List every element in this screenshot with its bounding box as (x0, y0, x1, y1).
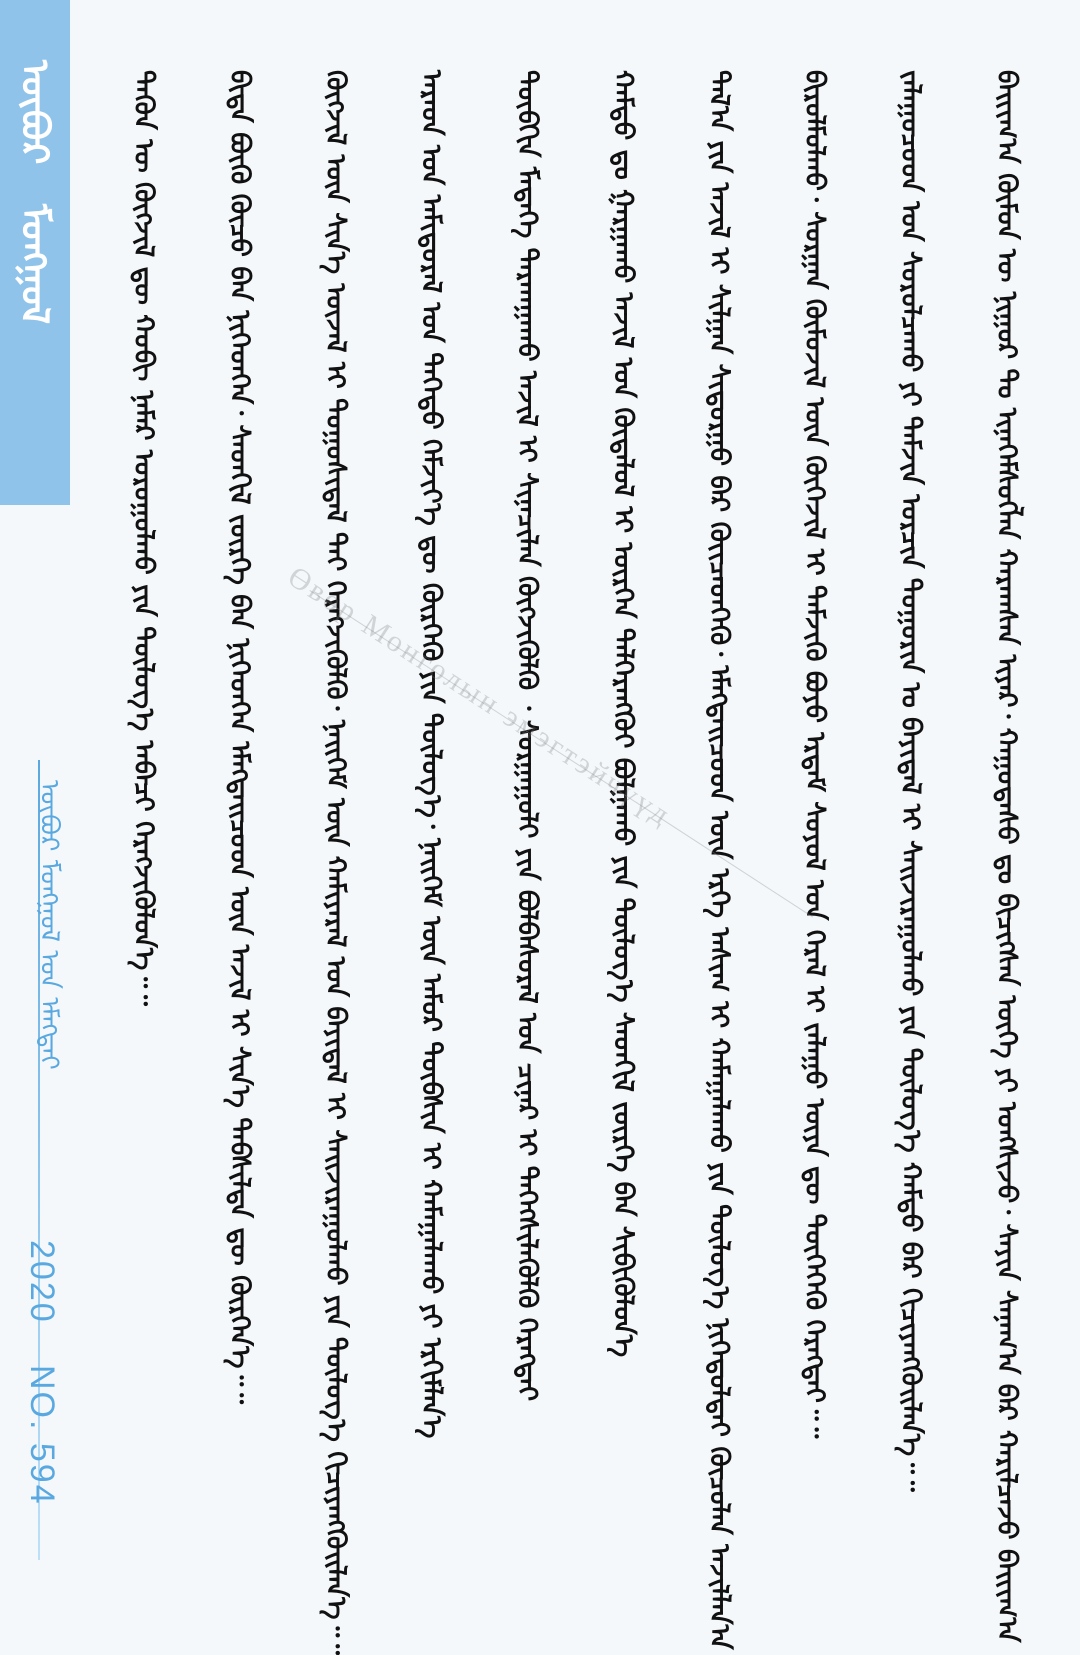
magazine-name: ᠥᠪᠥᠷ ᠮᠣᠩᠭᠣᠯ ᠤᠨ ᠡᠮᠡᠭᠳᠡᠢ (34, 780, 64, 1070)
text-column: ᠲᠠᠯ᠎ᠠ ᠶᠢᠨ ᠠᠵᠢᠯ ᠢ ᠰᠢᠯᠭᠠᠨ ᠰᠢᠳᠤᠷᠭᠤ ᠪᠡᠷ ᠭᠦᠢᠴᠡᠳᠬᠡᠬᠦ᠂ ᠡᠮᠡᠭᠲᠡᠢᠴᠦᠳ ᠦᠨ ᠡᠷᠬᠡ ᠠᠰᠢᠭ ᠢ ᠬᠠᠮᠠᠭᠠᠯᠠᠬᠤ ᠶᠢᠨ ᠲᠥᠯᠥᠭ᠎ᠡ ᠨᠢᠭᠡᠳᠦᠯᠲᠡᠢ ᠬᠦᠴᠦᠯᠡᠨ ᠠᠵᠢᠯᠯᠠᠨ᠎ᠠ (703, 70, 735, 1650)
text-column: ᠬᠥᠭᠵᠢᠯ ᠦᠨ ᠰᠢᠨ᠎ᠡ ᠦᠵᠡᠯ ᠢ ᠲᠤᠭᠤᠰᠢᠳᠠᠯ ᠲᠠᠢ ᠬᠡᠷᠡᠭᠵᠢᠭᠦᠯᠬᠦ᠂ ᠨᠡᠢᠭᠡᠮ ᠦᠨ ᠬᠠᠮᠢᠶᠠᠷᠠᠯ ᠤᠨ ᠪᠠᠶᠢᠳᠠᠯ ᠢ ᠰᠠᠢᠵᠢᠷᠠᠭᠤᠯᠬᠤ ᠶᠢᠨ ᠲᠥᠯᠥᠭ᠎ᠡ ᠬᠢᠴᠢᠶᠡᠩᠭᠦᠢᠯᠡᠨ᠎ᠡ᠃᠃ (319, 70, 351, 1655)
text-column: ᠬᠠᠮᠲᠤ ᠳᠤ ᠭᠠᠷᠭᠠᠬᠤ ᠠᠵᠢᠯ ᠤᠨ ᠬᠦᠳᠡᠯᠦᠯ ᠢ ᠥᠷᠭᠡᠨ ᠳᠡᠯᠭᠡᠷᠡᠩᠭᠦᠢ ᠪᠣᠯᠭᠠᠬᠤ ᠶᠢᠨ ᠲᠥᠯᠥᠭ᠎ᠡ ᠰᠡᠳᠭᠢᠯ ᠵᠦᠷᠬᠡ ᠪᠡᠨ ᠰᠢᠪᠢᠭᠦᠯᠦᠨ᠎ᠡ (607, 70, 639, 1358)
text-column: ᠪᠢᠷᠤᠯᠮᠤᠯᠬᠤ᠂ ᠰᠤᠷᠭᠠᠨ ᠬᠦᠮᠦᠵᠢᠯ ᠦᠨ ᠬᠥᠬᠡᠵᠢᠯ ᠢ ᠳᠡᠮᠵᠢᠬᠦ ᠪᠤᠶᠤ ᠡᠷᠳᠡᠮ ᠰᠤᠶᠤᠯ ᠤᠨ ᠭᠡᠷᠡᠯ ᠢ ᠵᠠᠯᠠᠭᠤ ᠦᠶᠡ ᠳᠦ ᠲᠦᠭᠡᠭᠡᠬᠦ ᠬᠡᠷᠡᠭᠲᠡᠢ᠃᠃ (799, 70, 831, 1439)
watermark-text: Өвөр Монголын эмэгтэйчүүд (282, 560, 678, 834)
text-column: ᠲᠦᠪᠬᠢᠨ ᠮᠡᠳᠡᠭᠡ ᠲᠠᠷᠬᠠᠭᠠᠬᠤ ᠠᠵᠢᠯ ᠢ ᠰᠢᠨᠡᠴᠢᠯᠡᠨ ᠬᠥᠭᠵᠢᠭᠦᠯᠬᠦ ᠂ ᠰᠤᠷᠭᠠᠭᠤᠯᠢ ᠶᠢᠨ ᠪᠣᠯᠪᠠᠰᠤᠷᠠᠯ ᠤᠨ ᠴᠢᠨᠠᠷ ᠢ ᠳᠡᠭᠡᠭᠰᠢᠯᠡᠭᠦᠯᠬᠦ ᠬᠡᠷᠡᠭᠲᠡᠢ (511, 70, 543, 1402)
issue-year: 2020 (23, 1240, 61, 1324)
text-column: ᠠᠷᠠᠳ ᠤᠨ ᠠᠮᠢᠳᠤᠷᠠᠯ ᠤᠨ ᠳᠡᠭᠡᠳᠦ ᠬᠡᠮᠵᠢᠶ᠎ᠡ ᠳᠦ ᠬᠦᠷᠭᠡᠬᠦ ᠶᠢᠨ ᠲᠥᠯᠥᠭ᠎ᠡ᠂ ᠨᠡᠢᠭᠡᠮ ᠦᠨ ᠠᠮᠤᠷ ᠲᠦᠪᠰᠢᠨ ᠢ ᠬᠠᠮᠠᠭᠠᠯᠠᠬᠤ ᠶᠢ ᠡᠷᠬᠢᠮᠯᠡᠨ᠎ᠡ (415, 70, 447, 1439)
issue-code: NO. 594 (23, 1365, 61, 1506)
text-column: ᠵᠠᠯᠠᠭᠤᠴᠤᠳ ᠤᠨ ᠰᠤᠷᠤᠯᠴᠠᠬᠤ ᠶᠢ ᠳᠡᠮᠵᠢᠨ ᠣᠷᠴᠢᠨ ᠲᠣᠭᠣᠷᠢᠨ ᠤ ᠪᠠᠶᠢᠳᠠᠯ ᠢ ᠰᠠᠢᠵᠢᠷᠠᠭᠤᠯᠬᠤ ᠶᠢᠨ ᠲᠥᠯᠥᠭ᠎ᠡ ᠬᠠᠮᠲᠤ ᠪᠡᠷ ᠬᠢᠴᠢᠶᠡᠩᠭᠦᠢᠯᠡᠨ᠎ᠡ᠃᠃ (895, 70, 926, 1492)
text-column: ᠲᠡᠭᠦᠨ ᠦ ᠬᠥᠭᠵᠢᠯ ᠳᠦ ᠬᠤᠪᠢ ᠨᠡᠮᠡᠷ ᠣᠷᠤᠭᠤᠯᠬᠤ ᠶᠢᠨ ᠲᠥᠯᠥᠭ᠎ᠡ ᠠᠪᠠᠴᠢ ᠬᠡᠷᠡᠭᠵᠢᠭᠦᠯᠦᠨ᠎ᠡ᠃᠃ (128, 70, 159, 1006)
text-column: ᠪᠠᠢᠢᠭ᠎ᠠ ᠬᠦᠮᠦᠨ ᠦ ᠨᠢᠭᠤᠷ ᠲᠤ ᠢᠨᠡᠭᠡᠮᠰᠦᠭᠯᠡᠨ ᠬᠠᠷᠠᠭᠰᠠᠨ ᠢᠶᠡᠷ᠂ ᠬᠠᠭᠤᠳᠠᠰᠤ ᠳᠤ ᠪᠢᠴᠢᠭᠰᠡᠨ ᠦᠭᠡ ᠶᠢ ᠤᠩᠰᠢᠵᠤ᠂ ᠰᠠᠶᠢᠨ ᠰᠠᠨᠠᠭ᠎ᠠ ᠪᠡᠷ ᠬᠠᠷᠢᠯᠴᠠᠵᠤ ᠪᠠᠢᠢᠭ᠎ᠠ (990, 70, 1022, 1643)
section-title-part2: ᠮᠣᠩᠭᠣᠯ (13, 204, 57, 325)
text-column: ᠪᠢᠳᠡ ᠪᠦᠬᠦ ᠬᠦᠴᠦ ᠪᠡᠨ ᠨᠢᠭᠡᠳᠬᠡᠨ᠂ ᠰᠡᠳᠬᠢᠯ ᠵᠦᠷᠬᠡ ᠪᠡᠨ ᠨᠢᠭᠡᠳᠬᠡᠨ ᠡᠮᠡᠭᠲᠡᠢᠴᠦᠳ ᠦᠨ ᠠᠵᠢᠯ ᠢ ᠰᠢᠨ᠎ᠡ ᠳᠡᠪᠰᠢᠯᠲᠡ ᠳᠦ ᠬᠦᠷᠭᠡᠨ᠎ᠡ᠃᠃ (223, 70, 255, 1404)
issue-number (22, 1240, 61, 1506)
article-body (128, 70, 1022, 1655)
section-title (0, 0, 70, 505)
section-title-part1: ᠥᠪᠥᠷ (13, 60, 57, 165)
